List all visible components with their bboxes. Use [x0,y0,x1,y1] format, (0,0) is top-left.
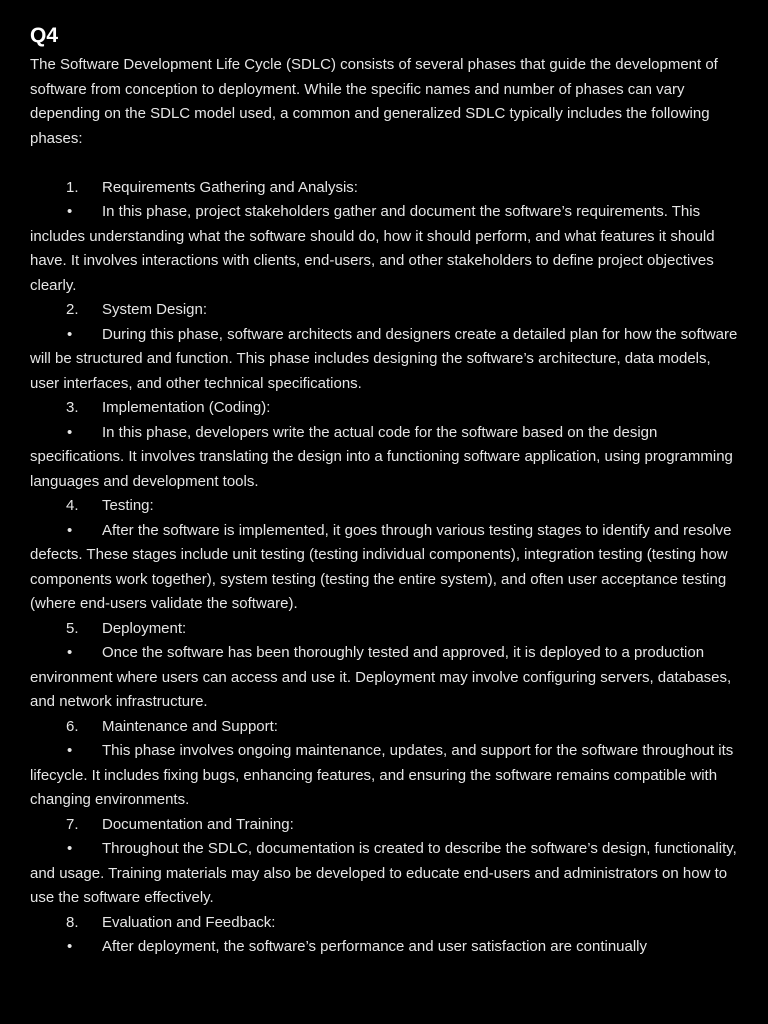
phase-list [30,176,738,960]
phase-item-6 [30,715,738,813]
phase-heading [30,617,738,642]
bullet-icon: • [67,521,73,539]
phase-title: Evaluation and Feedback: [102,913,276,931]
phase-item-8 [30,911,738,960]
phase-number: 2. [66,301,79,318]
bullet-icon: • [67,938,73,955]
phase-title: System Design: [102,301,208,318]
phase-description-text: After the software is implemented, it goes through various testing stages to identify and resolve defects. These stages include unit testing (testing individual components), integration testing (testing how components work together), system testing (testing the entire system), and often user acceptance testing (where end-users validate the software). [30,521,732,612]
phase-title: Maintenance and Support: [102,717,278,735]
document-title: Q4 [30,24,59,47]
phase-heading [30,176,738,201]
bullet-icon: • [67,742,73,759]
phase-number: 4. [66,497,79,514]
bullet-icon: • [67,423,73,441]
phase-description-text: Throughout the SDLC, documentation is created to describe the software’s design, functionality, and usage. Training materials may also be developed to educate end-users and administrators on how to use the software effectively. [30,840,737,906]
phase-item-5 [30,617,738,715]
phase-description [30,935,738,960]
blank-line [30,151,738,176]
intro-paragraph: The Software Development Life Cycle (SDLC) consists of several phases that guide the development of software from conception to deployment. While the specific names and number of phases can vary depending on the SDLC model used, a common and generalized SDLC typically includes the following phases: [30,56,718,147]
bullet-icon: • [67,644,73,661]
phase-title: Implementation (Coding): [102,399,271,416]
phase-description-text: In this phase, developers write the actual code for the software based on the design specifications. It involves translating the design into a functioning software application, using programming languages and development tools. [30,423,733,490]
bullet-icon: • [67,203,73,220]
phase-number: 1. [66,178,79,196]
phase-heading [30,715,738,740]
phase-number: 7. [66,815,79,833]
phase-number: 5. [66,619,79,637]
phase-item-7 [30,813,738,911]
phase-description-text: In this phase, project stakeholders gather and document the software’s requirements. This includes understanding what the software should do, how it should perform, and what features it should have. It involves interactions with clients, end-users, and other stakeholders to define project objectives clearly. [30,203,715,294]
phase-heading [30,298,738,323]
phase-heading [30,494,738,519]
phase-item-2 [30,298,738,396]
phase-description [30,837,738,911]
phase-title: Deployment: [102,619,187,637]
phase-description [30,739,738,813]
phase-item-1 [30,176,738,299]
phase-item-3 [30,396,738,494]
phase-description [30,323,738,397]
phase-description [30,641,738,715]
phase-number: 8. [66,913,79,931]
phase-heading [30,396,738,421]
phase-title: Requirements Gathering and Analysis: [102,178,358,196]
phase-title: Testing: [102,497,154,514]
bullet-icon: • [67,840,73,857]
phase-heading [30,911,738,936]
phase-description-text: This phase involves ongoing maintenance, updates, and support for the software throughout its lifecycle. It includes fixing bugs, enhancing features, and ensuring the software remains compatible with changing environments. [30,742,734,808]
phase-description [30,200,738,298]
phase-description-text: Once the software has been thoroughly tested and approved, it is deployed to a production environment where users can access and use it. Deployment may involve configuring servers, databases, and network infrastructure. [30,644,732,710]
phase-description [30,519,738,617]
phase-number: 6. [66,717,79,735]
phase-description-text: During this phase, software architects and designers create a detailed plan for how the software will be structured and function. This phase includes designing the software’s architecture, data models, user interfaces, and other technical specifications. [30,325,738,392]
phase-number: 3. [66,399,79,416]
phase-title: Documentation and Training: [102,815,294,833]
phase-item-4 [30,494,738,617]
bullet-icon: • [67,325,73,343]
phase-heading [30,813,738,838]
phase-description-text: After deployment, the software’s performance and user satisfaction are continually [102,938,648,955]
phase-description [30,421,738,495]
